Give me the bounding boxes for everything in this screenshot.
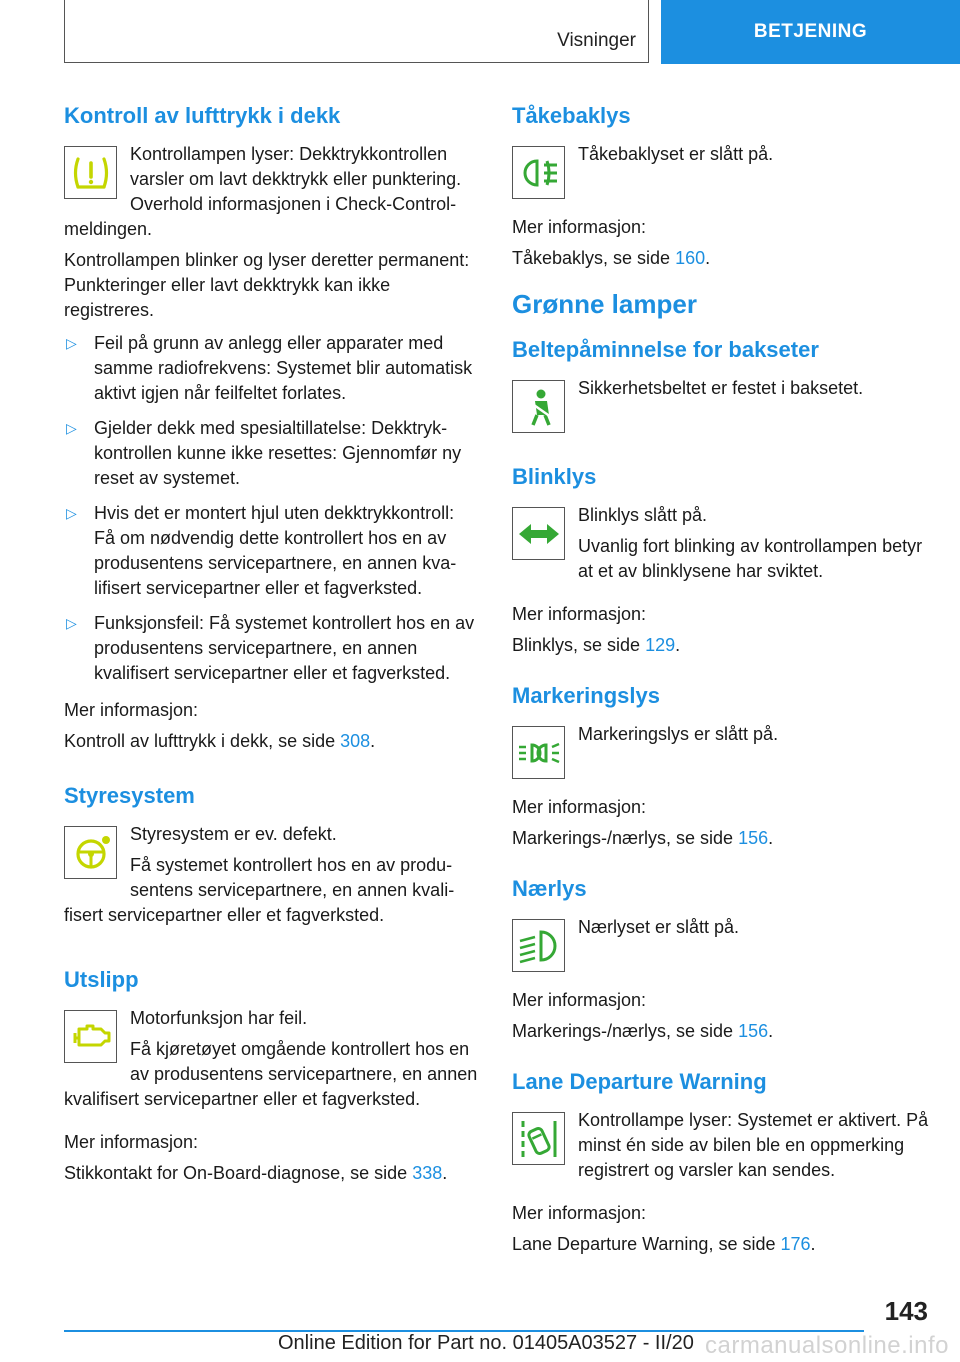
- indicator-block: [64, 1006, 479, 1118]
- more-info-label: Mer informasjon:: [512, 1203, 647, 1223]
- page-link[interactable]: 338: [412, 1163, 443, 1183]
- page-link[interactable]: 156: [738, 1021, 769, 1041]
- section-title: Nærlys: [512, 876, 587, 901]
- section-parking-light: [512, 680, 932, 851]
- page-link[interactable]: 156: [738, 828, 769, 848]
- paragraph: Kontrollampe lyser: Systemet er aktivert. På minst én side av bilen ble en oppmerking registrert og varsler kan sendes.: [578, 1110, 929, 1180]
- paragraph: Kontrollampen blinker og lyser deretter permanent: Punkteringer eller lavt dekktrykk kan ikke registreres.: [64, 250, 470, 320]
- section-turn-signal: [512, 461, 932, 658]
- indicator-block: [512, 722, 932, 783]
- reference-end: .: [705, 248, 711, 268]
- paragraph: Tåkebaklyset er slått på.: [578, 144, 774, 164]
- section-title: Lane Departure Warning: [512, 1069, 767, 1094]
- reference-line: [512, 826, 932, 851]
- list-item: [64, 416, 479, 491]
- indicator-block: [512, 142, 932, 203]
- reference-end: .: [768, 1021, 774, 1041]
- steering-wheel-warning-icon: [64, 826, 117, 879]
- page-number: 143: [884, 1296, 928, 1326]
- turn-signal-arrows-icon: [512, 507, 565, 560]
- section-title: Utslipp: [64, 967, 139, 992]
- reference-line: [64, 1161, 479, 1186]
- header-section-box: [64, 0, 649, 63]
- section-rear-fog: [512, 100, 932, 271]
- indicator-block: [512, 915, 932, 976]
- list-item-text: Feil på grunn av anlegg eller apparater med samme radiofrekvens: Systemet blir automatisk aktivt igjen når feilfeltet forlates.: [94, 333, 473, 403]
- right-column: [512, 100, 932, 1275]
- reference-line: [512, 1019, 932, 1044]
- page-link[interactable]: 160: [675, 248, 706, 268]
- paragraph: Motorfunksjon har feil.: [130, 1008, 308, 1028]
- watermark: carmanualsonline.info: [705, 1332, 949, 1359]
- section-tire-pressure: [64, 100, 479, 754]
- seatbelt-icon: [512, 380, 565, 433]
- reference-text: Markerings-/nærlys, se side: [512, 1021, 739, 1041]
- paragraph: Få systemet kontrollert hos en av produsentens servicepartnere, en annen kvalifisert servicepartner eller et fagverksted.: [64, 855, 455, 925]
- section-title: Markeringslys: [512, 683, 660, 708]
- reference-end: .: [442, 1163, 448, 1183]
- reference-text: Kontroll av lufttrykk i dekk, se side: [64, 731, 341, 751]
- lane-departure-icon: [512, 1112, 565, 1165]
- indicator-block: [512, 376, 932, 437]
- tire-pressure-warning-icon: [64, 146, 117, 199]
- list-item: [64, 611, 479, 686]
- bullet-list: [64, 331, 479, 686]
- list-item: [64, 501, 479, 601]
- paragraph: Nærlyset er slått på.: [578, 917, 740, 937]
- indicator-block: [64, 142, 479, 248]
- check-engine-icon: [64, 1010, 117, 1063]
- reference-text: Stikkontakt for On-Board-diagnose, se side: [64, 1163, 413, 1183]
- section-title: Blinklys: [512, 464, 597, 489]
- parking-light-icon: [512, 726, 565, 779]
- rear-fog-light-icon: [512, 146, 565, 199]
- more-info-label: Mer informasjon:: [512, 604, 647, 624]
- more-info-label: Mer informasjon:: [512, 797, 647, 817]
- paragraph: Uvanlig fort blinking av kontrollampen betyr at et av blinklysene har sviktet.: [578, 536, 923, 581]
- section-title: Styresystem: [64, 783, 195, 808]
- reference-text: Lane Departure Warning, se side: [512, 1234, 781, 1254]
- section-title: Beltepåminnelse for bakseter: [512, 337, 819, 362]
- more-info-label: Mer informasjon:: [64, 1132, 199, 1152]
- section-lane-departure: [512, 1066, 932, 1257]
- reference-line: [64, 729, 479, 754]
- indicator-block: [512, 503, 932, 590]
- section-title: Kontroll av lufttrykk i dekk: [64, 103, 341, 128]
- page-link[interactable]: 308: [340, 731, 371, 751]
- list-item: [64, 331, 479, 406]
- low-beam-icon: [512, 919, 565, 972]
- section-emission: [64, 964, 479, 1186]
- indicator-block: [512, 1108, 932, 1189]
- indicator-block: [64, 822, 479, 934]
- green-lamps-heading: Grønne lamper: [512, 289, 697, 319]
- triangle-bullet-icon: ▷: [66, 335, 77, 351]
- reference-text: Blinklys, se side: [512, 635, 646, 655]
- page-link[interactable]: 129: [645, 635, 676, 655]
- section-low-beam: [512, 873, 932, 1044]
- paragraph: Styresystem er ev. defekt.: [130, 824, 337, 844]
- reference-end: .: [768, 828, 774, 848]
- triangle-bullet-icon: ▷: [66, 420, 77, 436]
- triangle-bullet-icon: ▷: [66, 505, 77, 521]
- more-info-label: Mer informasjon:: [512, 217, 647, 237]
- page-link[interactable]: 176: [780, 1234, 811, 1254]
- header-section-title: Visninger: [557, 30, 636, 51]
- list-item-text: Gjelder dekk med spesialtillatelse: Dekktrykkontrollen kunne ikke resettes: Gjennomfør ny reset av systemet.: [94, 418, 462, 488]
- paragraph: Markeringslys er slått på.: [578, 724, 779, 744]
- list-item-text: Funksjonsfeil: Få systemet kontrollert hos en av produsentens servicepartnere, en annen kvalifisert servicepartner eller et fagverksted.: [94, 613, 475, 683]
- left-column: [64, 100, 479, 1204]
- header-chapter-tab: BETJENING: [661, 0, 960, 64]
- more-info-label: Mer informasjon:: [512, 990, 647, 1010]
- paragraph: Få kjøretøyet omgående kontrollert hos en av produsentens servicepartnere, en annen kvalifisert servicepartner eller et fagverksted.: [64, 1039, 478, 1109]
- reference-line: [512, 1232, 932, 1257]
- footer-edition: Online Edition for Part no. 01405A03527 - II/20: [278, 1332, 694, 1354]
- reference-line: [512, 246, 932, 271]
- reference-line: [512, 633, 932, 658]
- reference-end: .: [675, 635, 681, 655]
- paragraph: Sikkerhetsbeltet er festet i baksetet.: [578, 378, 864, 398]
- paragraph: Kontrollampen lyser: Dekktrykkontrollen varsler om lavt dekktrykk eller punktering. Overhold informasjonen i Check-Control-meldingen.: [64, 144, 462, 239]
- section-title: Tåkebaklys: [512, 103, 631, 128]
- reference-text: Tåkebaklys, se side: [512, 248, 676, 268]
- reference-text: Markerings-/nærlys, se side: [512, 828, 739, 848]
- triangle-bullet-icon: ▷: [66, 615, 77, 631]
- section-seatbelt: [512, 334, 932, 437]
- reference-end: .: [810, 1234, 816, 1254]
- more-info-label: Mer informasjon:: [64, 700, 199, 720]
- reference-end: .: [370, 731, 376, 751]
- section-steering: [64, 780, 479, 934]
- list-item-text: Hvis det er montert hjul uten dekktrykkontroll: Få om nødvendig dette kontrollert hos en av produsentens servicepartnere, en annen kvalifisert servicepartner eller et fagverksted.: [94, 503, 457, 598]
- paragraph: Blinklys slått på.: [578, 505, 708, 525]
